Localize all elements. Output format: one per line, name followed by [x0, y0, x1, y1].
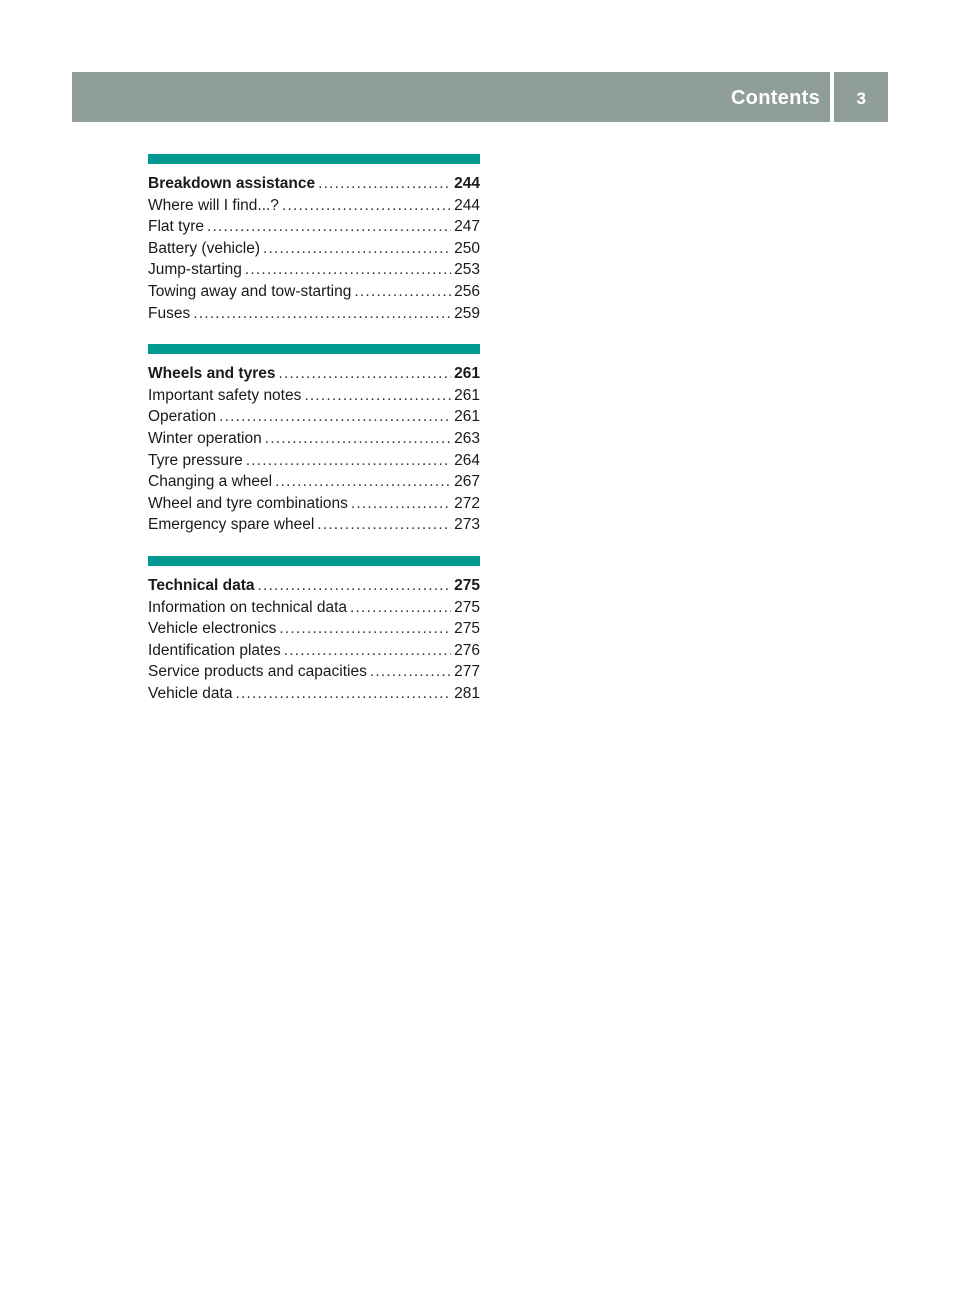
toc-section-technical-data	[148, 556, 480, 705]
toc-section-heading[interactable]	[148, 363, 480, 385]
page-title: Contents	[730, 87, 820, 109]
toc-section-title: Breakdown assistance	[148, 175, 316, 192]
toc-page-number: 261	[454, 365, 480, 383]
toc-entry-label: Information on technical data	[148, 598, 348, 616]
toc-entry-label: Where will I find...?	[148, 196, 279, 214]
toc-page-number: 276	[454, 641, 480, 659]
leader-dots	[235, 683, 451, 705]
toc-entry-label: Vehicle data	[148, 684, 233, 702]
leader-dots	[350, 597, 451, 619]
toc-entry-label: Tyre pressure	[148, 451, 243, 469]
toc-page-number: 275	[454, 620, 480, 638]
toc-entry-label: Vehicle electronics	[148, 620, 277, 638]
page-header	[72, 72, 888, 122]
toc-entry-label: Winter operation	[148, 429, 262, 447]
leader-dots	[263, 238, 451, 260]
header-divider	[830, 72, 834, 122]
toc-page-number: 273	[454, 516, 480, 534]
toc-entry[interactable]	[148, 238, 480, 260]
toc-page-number: 281	[454, 684, 480, 702]
toc-page-number: 275	[454, 598, 480, 616]
leader-dots	[258, 575, 452, 597]
toc-entry[interactable]	[148, 281, 480, 303]
toc-entry-label: Operation	[148, 408, 217, 426]
toc-entry-label: Fuses	[148, 304, 191, 322]
toc-entry[interactable]	[148, 683, 480, 705]
toc-page-number: 244	[454, 175, 480, 192]
toc-entry[interactable]	[148, 385, 480, 407]
toc-section-heading[interactable]	[148, 575, 480, 597]
leader-dots	[193, 303, 451, 325]
toc-page-number: 250	[454, 239, 480, 257]
toc-entry-label: Wheel and tyre combinations	[148, 494, 348, 512]
toc-entry[interactable]	[148, 618, 480, 640]
leader-dots	[219, 406, 451, 428]
table-of-contents	[148, 154, 480, 724]
toc-entry-label: Identification plates	[148, 641, 281, 659]
toc-entry-label: Emergency spare wheel	[148, 516, 315, 534]
toc-entry[interactable]	[148, 640, 480, 662]
leader-dots	[246, 450, 451, 472]
toc-entry[interactable]	[148, 216, 480, 238]
leader-dots	[245, 259, 451, 281]
toc-entry[interactable]	[148, 195, 480, 217]
toc-page-number: 267	[454, 473, 480, 491]
toc-entry[interactable]	[148, 303, 480, 325]
leader-dots	[279, 363, 452, 385]
leader-dots	[279, 618, 451, 640]
leader-dots	[282, 195, 451, 217]
leader-dots	[354, 281, 451, 303]
toc-page-number: 259	[454, 304, 480, 322]
toc-section-title: Wheels and tyres	[148, 365, 276, 383]
toc-entry-label: Changing a wheel	[148, 473, 273, 491]
toc-page-number: 272	[454, 494, 480, 512]
toc-entry[interactable]	[148, 597, 480, 619]
toc-entry-label: Jump-starting	[148, 261, 242, 279]
toc-section-title: Technical data	[148, 576, 255, 594]
toc-section-heading[interactable]	[148, 173, 480, 195]
toc-section-breakdown-assistance	[148, 154, 480, 324]
leader-dots	[370, 661, 451, 683]
leader-dots	[317, 514, 451, 536]
section-bar	[148, 556, 480, 566]
leader-dots	[265, 428, 451, 450]
section-bar	[148, 344, 480, 354]
toc-entry[interactable]	[148, 493, 480, 515]
toc-section-wheels-and-tyres	[148, 344, 480, 536]
toc-entry[interactable]	[148, 406, 480, 428]
toc-page-number: 264	[454, 451, 480, 469]
leader-dots	[207, 216, 451, 238]
toc-entry-label: Battery (vehicle)	[148, 239, 260, 257]
page-number: 3	[856, 89, 866, 108]
toc-entry-label: Flat tyre	[148, 218, 204, 236]
toc-page-number: 261	[454, 386, 480, 404]
toc-page-number: 263	[454, 429, 480, 447]
toc-page-number: 244	[454, 196, 480, 214]
toc-entry[interactable]	[148, 259, 480, 281]
toc-entry-label: Towing away and tow-starting	[148, 282, 352, 300]
leader-dots	[284, 640, 451, 662]
toc-entry[interactable]	[148, 428, 480, 450]
toc-entry[interactable]	[148, 514, 480, 536]
toc-page-number: 247	[454, 218, 480, 236]
toc-entry-label: Important safety notes	[148, 386, 302, 404]
toc-page-number: 277	[454, 663, 480, 681]
toc-page-number: 253	[454, 261, 480, 279]
toc-entry[interactable]	[148, 471, 480, 493]
section-bar	[148, 154, 480, 164]
toc-entry-label: Service products and capacities	[148, 663, 367, 681]
toc-page-number: 256	[454, 282, 480, 300]
leader-dots	[275, 471, 451, 493]
toc-page-number: 275	[454, 576, 480, 594]
toc-page-number: 261	[454, 408, 480, 426]
leader-dots	[318, 173, 451, 195]
leader-dots	[351, 493, 451, 515]
toc-entry[interactable]	[148, 661, 480, 683]
leader-dots	[304, 385, 451, 407]
toc-entry[interactable]	[148, 450, 480, 472]
